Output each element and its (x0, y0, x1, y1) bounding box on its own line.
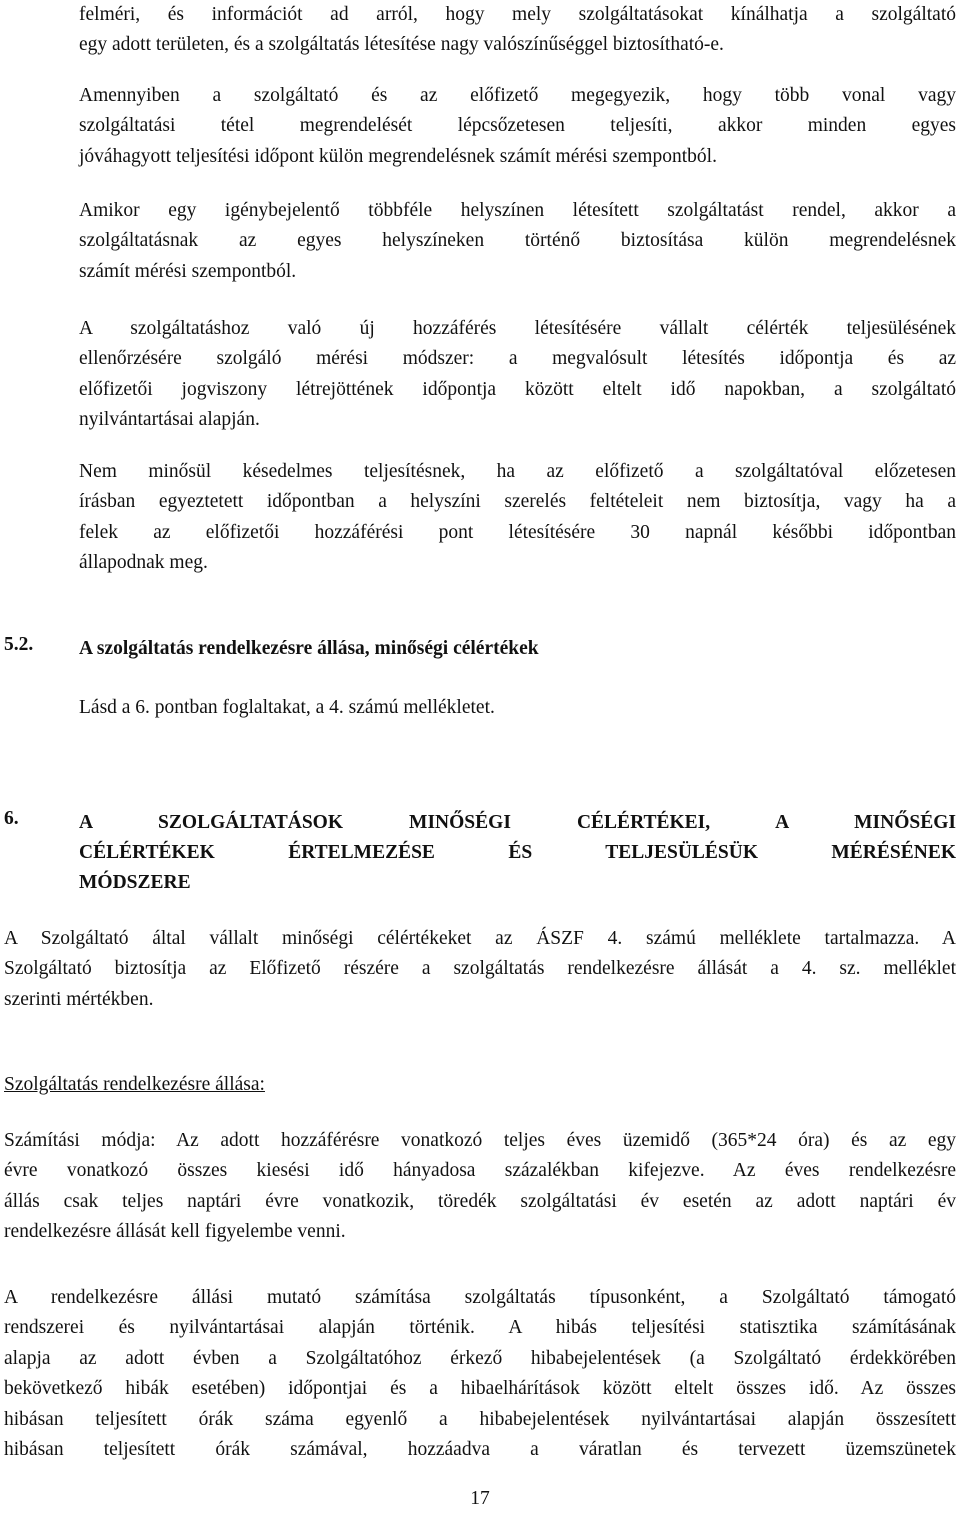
text-line: alapja az adott évben a Szolgáltatóhoz érkező hibabejelentések (a Szolgáltató érdekkörében (4, 1347, 956, 1369)
text-line: Amikor egy igénybejelentő többféle helyszínen létesített szolgáltatást rendel, akkor a (79, 200, 956, 221)
text-line: állás csak teljes naptári évre vonatkozik, töredék szolgáltatási év esetén az adott naptári év (4, 1190, 956, 1212)
text-line: szolgáltatásnak az egyes helyszíneken történő biztosítása külön megrendelésnek (79, 230, 956, 252)
text-line: ellenőrzésére szolgáló mérési módszer: a megvalósult létesítés időpontja és az (79, 348, 956, 370)
paragraph-intro (79, 0, 956, 91)
text-line: Szolgáltató biztosítja az Előfizető részére a szolgáltatás rendelkezésre állását a 4. sz. melléklet (4, 958, 956, 980)
title-line: A SZOLGÁLTATÁSOK MINŐSÉGI CÉLÉRTÉKEI, A MINŐSÉGI (79, 812, 956, 833)
paragraph-availability-indicator (4, 1283, 956, 1496)
text-line: A Szolgáltató által vállalt minőségi célértékeket az ÁSZF 4. számú melléklete tartalmazza. A (4, 928, 956, 949)
page-number: 17 (470, 1488, 490, 1509)
section-5-2-text: Lásd a 6. pontban foglaltakat, a 4. számú mellékletet. (79, 697, 495, 718)
text-line: felméri, és információt ad arról, hogy mely szolgáltatásokat kínálhatja a szolgáltató (79, 4, 956, 25)
text-line: Számítási módja: Az adott hozzáférésre vonatkozó teljes éves üzemidő (365*24 óra) és az egy (4, 1130, 956, 1151)
text-line: A szolgáltatáshoz való új hozzáférés létesítésére vállalt célérték teljesülésének (79, 318, 956, 339)
text-line: nyilvántartásai alapján. (79, 409, 260, 431)
subheading-availability: Szolgáltatás rendelkezésre állása: (4, 1074, 265, 1095)
section-title-6 (79, 808, 956, 898)
section-title-5-2: A szolgáltatás rendelkezésre állása, minőségi célértékek (79, 638, 539, 659)
paragraph-staged-order (79, 81, 956, 203)
text-line: egy adott területen, és a szolgáltatás létesítése nagy valószínűséggel biztosítható-e. (79, 34, 724, 56)
text-line: bekövetkező hibák esetében) időpontjai és a hibaelhárítások között eltelt összes idő. Az összes (4, 1378, 956, 1400)
text-line: rendelkezésre állását kell figyelembe venni. (4, 1221, 346, 1243)
text-line: előfizetői jogviszony létrejöttének időpontja között eltelt idő napokban, a szolgáltató (79, 378, 956, 400)
text-line: évre vonatkozó összes kiesési idő hányadosa százalékban kifejezve. Az éves rendelkezésre (4, 1160, 956, 1182)
section-number-5-2: 5.2. (4, 634, 34, 655)
text-line: szolgáltatási tétel megrendelését lépcsőzetesen teljesíti, akkor minden egyes (79, 115, 956, 137)
text-line: számít mérési szempontból. (79, 260, 297, 282)
text-line: Nem minősül késedelmes teljesítésnek, ha az előfizető a szolgáltatóval előzetesen (79, 461, 956, 482)
text-line: A rendelkezésre állási mutató számítása szolgáltatás típusonként, a Szolgáltató támogató (4, 1287, 956, 1308)
paragraph-multi-site (79, 196, 956, 318)
text-line: rendszerei és nyilvántartásai alapján történik. A hibás teljesítési statisztika számításának (4, 1317, 956, 1339)
title-line: MÓDSZERE (79, 872, 191, 893)
text-line: Amennyiben a szolgáltató és az előfizető megegyezik, hogy több vonal vagy (79, 85, 956, 106)
title-line: CÉLÉRTÉKEK ÉRTELMEZÉSE ÉS TELJESÜLÉSÜK MÉRÉSÉNEK (79, 842, 956, 863)
paragraph-calculation-method (4, 1126, 956, 1278)
text-line: állapodnak meg. (79, 552, 208, 574)
paragraph-quality-targets (4, 924, 956, 1046)
text-line: jóváhagyott teljesítési időpont külön megrendelésnek számít mérési szempontból. (79, 145, 717, 167)
section-number-6: 6. (4, 808, 19, 829)
text-line: szerinti mértékben. (4, 988, 154, 1010)
text-line: írásban egyeztetett időpontban a helyszíni szerelés feltételeit nem biztosítja, vagy ha a (79, 491, 956, 513)
paragraph-not-delayed (79, 457, 956, 609)
text-line: hibásan teljesített órák száma egyenlő a hibabejelentések nyilvántartásai alapján összesített (4, 1408, 956, 1430)
text-line: hibásan teljesített órák számával, hozzáadva a váratlan és tervezett üzemszünetek (4, 1439, 956, 1461)
paragraph-new-access-target (79, 314, 956, 466)
text-line: felek az előfizetői hozzáférési pont létesítésére 30 napnál későbbi időpontban (79, 521, 956, 543)
